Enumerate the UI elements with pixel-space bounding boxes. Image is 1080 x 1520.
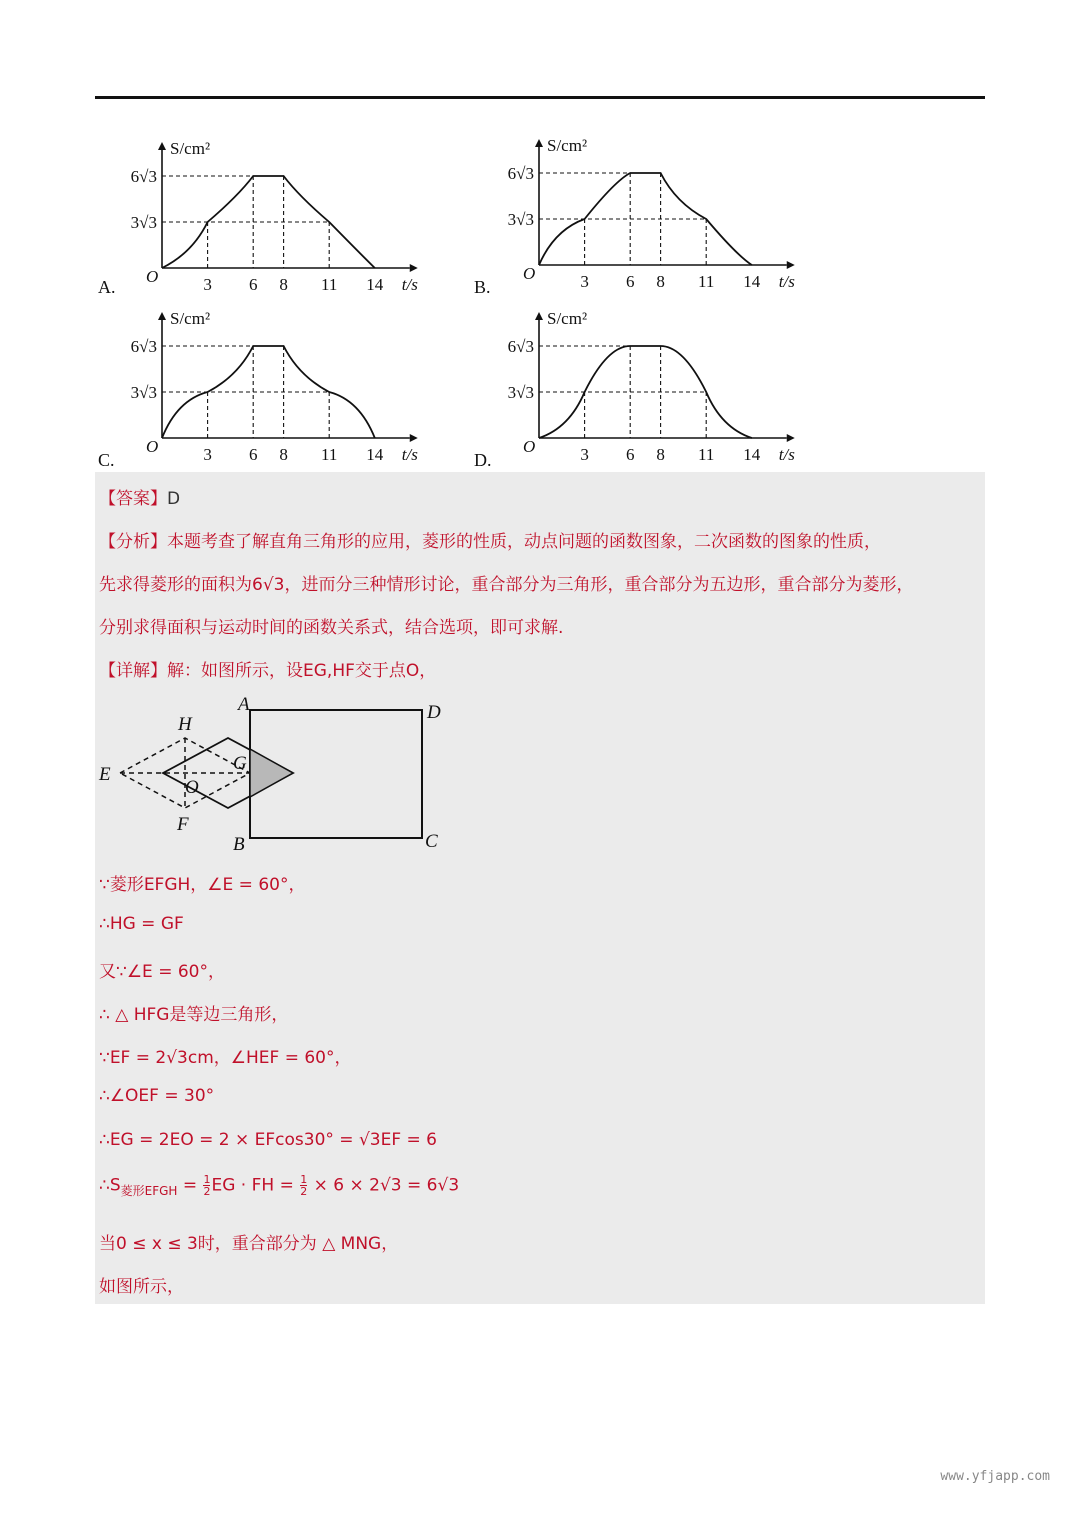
analysis-line-3: 分别求得面积与运动时间的函数关系式，结合选项，即可求解. [99,618,564,638]
y-axis-label: S/cm² [547,309,588,328]
y-tick-3root3: 3√3 [130,383,157,402]
area-eq: = [177,1175,203,1196]
option-b-label: B. [474,277,491,297]
x-axis-label: t/s [401,275,418,294]
step-3: 又∵∠E = 60°， [99,962,225,982]
x-tick-11: 11 [698,445,715,464]
label-b: B [233,834,245,855]
case-line: 当0 ≤ x ≤ 3时，重合部分为 △ MNG， [99,1234,399,1254]
x-tick-11: 11 [321,275,338,294]
x-tick-8: 8 [656,445,665,464]
area-step [99,1174,459,1199]
x-tick-3: 3 [203,275,212,294]
option-d-label: D. [474,450,492,470]
answer-value: D [167,489,181,509]
x-tick-11: 11 [698,272,715,291]
x-tick-3: 3 [580,272,589,291]
detail-text: 解：如图所示，设EG,HF交于点O， [167,661,437,681]
x-axis-arrow [787,434,795,442]
y-tick-6root3: 6√3 [130,337,157,356]
x-tick-14: 14 [743,445,761,464]
x-tick-14: 14 [743,272,761,291]
y-axis-label: S/cm² [170,309,211,328]
y-tick-6root3: 6√3 [507,337,534,356]
option-a-label: A. [98,277,116,297]
analysis-line-1 [99,527,881,552]
watermark: www.yfjapp.com [940,1469,1050,1484]
analysis-line-2: 先求得菱形的面积为6√3，进而分三种情形讨论，重合部分为三角形，重合部分为五边形，重合部分为菱形， [99,575,914,595]
detail-line [99,656,436,681]
x-axis-label: t/s [778,272,795,291]
y-axis-arrow [535,139,543,147]
figure-ref-line: 如图所示， [99,1277,184,1297]
x-axis-arrow [410,264,418,272]
y-axis-arrow [535,312,543,320]
step-5: ∵EF = 2√3cm，∠HEF = 60°， [99,1048,352,1068]
half-fraction-2 [300,1174,307,1197]
label-a: A [238,694,250,715]
x-tick-6: 6 [248,275,258,294]
answer-line [99,484,180,509]
x-axis-label: t/s [401,445,418,464]
option-c-label: C. [98,450,115,470]
area-prefix: ∴S [99,1175,121,1196]
x-tick-14: 14 [366,445,384,464]
x-tick-6: 6 [248,445,258,464]
answer-tag: 【答案】 [99,489,167,509]
y-axis-arrow [158,312,166,320]
x-axis-label: t/s [778,445,795,464]
option-c-graph [130,300,450,470]
step-2: ∴HG = GF [99,914,184,934]
geometry-figure [95,690,475,860]
x-tick-8: 8 [279,445,288,464]
x-axis-arrow [410,434,418,442]
y-tick-3root3: 3√3 [130,213,157,232]
label-g: G [233,753,247,774]
analysis-text-1: 本题考查了解直角三角形的应用，菱形的性质，动点问题的函数图象，二次函数的图象的性质， [167,532,881,552]
solution-panel [95,472,985,1304]
y-axis-arrow [158,142,166,150]
label-d: D [427,702,441,723]
y-axis-label: S/cm² [170,139,211,158]
header-rule [95,96,985,99]
half-numerator: 1 [203,1173,211,1186]
option-d-graph [507,300,827,470]
step-7: ∴EG = 2EO = 2 × EFcos30° = √3EF = 6 [99,1130,437,1150]
step-1: ∵菱形EFGH，∠E = 60°， [99,875,306,895]
overlap-region [250,749,293,797]
label-h: H [178,714,192,735]
half-denominator: 2 [203,1185,211,1198]
half-numerator-2: 1 [300,1173,308,1186]
area-rest: × 6 × 2√3 = 6√3 [308,1175,460,1196]
option-b-graph [507,127,827,297]
x-axis-arrow [787,261,795,269]
x-tick-8: 8 [656,272,665,291]
label-f: F [177,814,189,835]
area-mid: EG · FH = [211,1175,300,1196]
y-tick-3root3: 3√3 [507,383,534,402]
option-a-graph [130,130,450,300]
area-subscript: 菱形EFGH [120,1183,178,1198]
x-tick-11: 11 [321,445,338,464]
y-axis-label: S/cm² [547,136,588,155]
step-6: ∴∠OEF = 30° [99,1086,215,1106]
x-tick-8: 8 [279,275,288,294]
y-tick-6root3: 6√3 [507,164,534,183]
x-tick-14: 14 [366,275,384,294]
origin-label: O [146,437,159,456]
y-tick-6root3: 6√3 [130,167,157,186]
x-tick-6: 6 [625,272,635,291]
label-o: O [185,777,199,798]
analysis-tag: 【分析】 [99,532,167,552]
label-c: C [425,831,438,852]
origin-label: O [523,437,536,456]
half-fraction [203,1174,210,1197]
x-tick-3: 3 [203,445,212,464]
y-tick-3root3: 3√3 [507,210,534,229]
x-tick-6: 6 [625,445,635,464]
x-tick-3: 3 [580,445,589,464]
label-e: E [99,764,111,785]
origin-label: O [146,267,159,286]
half-denominator-2: 2 [300,1185,308,1198]
detail-tag: 【详解】 [99,661,167,681]
origin-label: O [523,264,536,283]
step-4: ∴ △ HFG是等边三角形， [99,1005,289,1025]
